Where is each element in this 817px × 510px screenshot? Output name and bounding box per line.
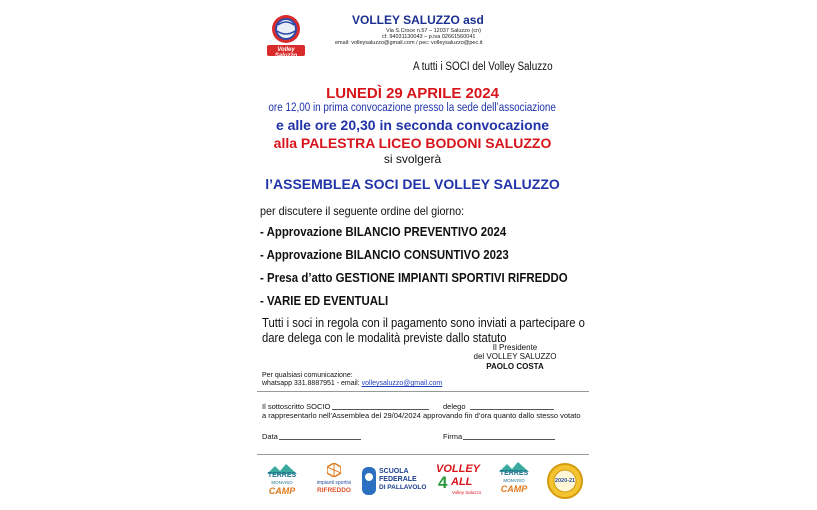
terres-monviso-logo: TERRES MONVISO CAMP (263, 462, 301, 502)
invite-line-2: dare delega con le modalità previste dallo statuto (262, 331, 507, 345)
club-logo (264, 11, 308, 59)
email-link[interactable]: volleysaluzzo@gmail.com (361, 380, 443, 387)
will-be-held: si svolgerà (383, 152, 442, 166)
meeting-date: LUNEDÌ 29 APRILE 2024 (326, 85, 499, 102)
impianti-rifreddo-logo: impianti sportivi RIFREDDO (312, 462, 356, 502)
award-seal-logo: 2020-21 (545, 462, 585, 502)
invite-line-1: Tutti i soci in regola con il pagamento sono inviati a partecipare o (262, 316, 585, 330)
org-name: VOLLEY SALUZZO asd (352, 13, 484, 27)
org-fiscal: cf. 94031130043 – p.iva 02661560041 (382, 34, 476, 40)
agenda-item: - VARIE ED EVENTUALI (260, 293, 389, 308)
president-name: PAOLO COSTA (486, 362, 544, 371)
date-label: Data (262, 432, 278, 441)
signature-field[interactable] (463, 439, 555, 440)
terres-monviso-camp-logo: TERRES MONVISO CAMP (495, 462, 533, 502)
recipient-line: A tutti i SOCI del Volley Saluzzo (413, 61, 553, 73)
delegation-text: a rappresentarlo nell’Assemblea del 29/04/2024 approvando fin d’ora quanto dallo stesso votato (262, 411, 581, 420)
org-emails: email: volleysaluzzo@gmail.com / pec: volleysaluzzo@pec.it (335, 40, 483, 46)
contacts-label: Per qualsiasi comunicazione: (262, 372, 353, 379)
delego-label: delego (443, 402, 466, 411)
socio-name-field[interactable] (332, 409, 429, 410)
delegate-name-field[interactable] (470, 409, 554, 410)
agenda-item: - Approvazione BILANCIO CONSUNTIVO 2023 (260, 247, 509, 262)
divider (257, 391, 589, 392)
meeting-place: alla PALESTRA LICEO BODONI SALUZZO (273, 135, 552, 151)
date-field[interactable] (279, 439, 361, 440)
first-call: ore 12,00 in prima convocazione presso la sede dell’associazione (268, 102, 557, 114)
delegation-label: Il sottoscritto SOCIO (262, 402, 331, 411)
signature-of: del VOLLEY SALUZZO (473, 352, 557, 361)
agenda-item: - Presa d’atto GESTIONE IMPIANTI SPORTIVI RIFREDDO (260, 270, 568, 285)
second-call: e alle ore 20,30 in seconda convocazione (275, 117, 550, 133)
signature-label: Firma (443, 432, 463, 441)
agenda-item: - Approvazione BILANCIO PREVENTIVO 2024 (260, 224, 507, 239)
agenda-intro: per discutere il seguente ordine del giorno: (260, 204, 465, 218)
org-address: Via S.Croce n.57 – 12037 Saluzzo (cn) (386, 28, 481, 34)
assembly-title: l’ASSEMBLEA SOCI DEL VOLLEY SALUZZO (265, 176, 560, 192)
volley-4-all-logo: VOLLEY 4 ALL Volley Saluzzo (436, 463, 482, 495)
signature-role: Il Presidente (492, 343, 538, 352)
divider (257, 454, 589, 455)
logo-text: Volley Saluzzo (274, 47, 298, 59)
contacts-line (262, 380, 442, 387)
scuola-federale-logo: SCUOLA FEDERALE DI PALLAVOLO (361, 462, 427, 502)
contacts-prefix: whatsapp 331.8887951 - email: (262, 380, 362, 387)
